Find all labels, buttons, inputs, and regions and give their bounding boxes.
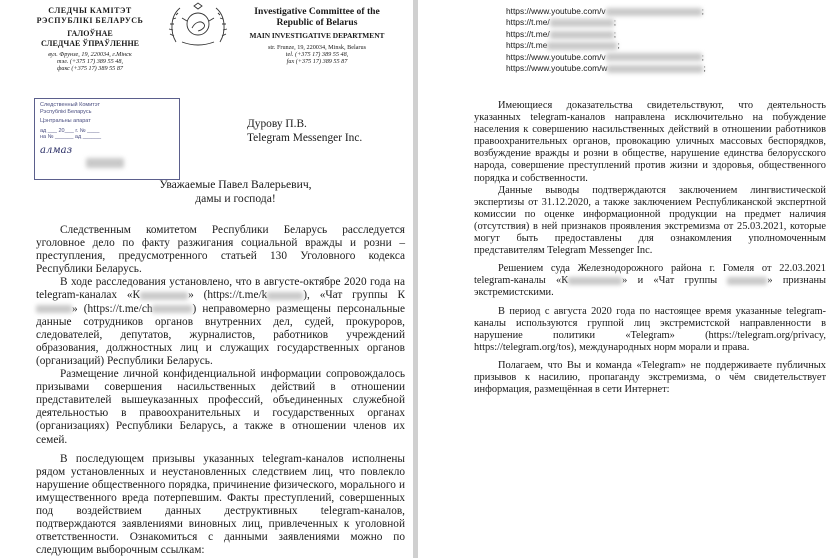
- redacted-channel-link: [267, 292, 303, 300]
- letter-page-right: [418, 0, 837, 558]
- link-prefix: https://www.youtube.com/w: [506, 63, 608, 74]
- redacted-channel-name: [140, 292, 188, 300]
- link-prefix: https://www.youtube.com/v: [506, 51, 606, 62]
- sender-header-by: [6, 6, 174, 72]
- link-end: ;: [701, 6, 704, 16]
- greeting-line-1: Уважаемые Павел Валерьевич,: [159, 178, 312, 191]
- recipient-name: Дурову П.В.: [247, 118, 307, 130]
- link-prefix: https://t.me/: [506, 17, 550, 28]
- paragraph-2: [36, 276, 405, 368]
- letter-body-right: [474, 100, 826, 396]
- paragraph-2-part-d: » (https://t.me/ch: [72, 302, 153, 315]
- link-prefix: https://t.me: [506, 40, 548, 51]
- link-end: ;: [701, 51, 704, 62]
- paragraph-1: Следственным комитетом Республики Беларусь расследуется уголовное дело по факту разжигания социальной вражды и розни – преступления, предусмотренного статьей 130 Уголовного кодекса Республики Беларусь.: [36, 224, 405, 276]
- link-item[interactable]: [506, 6, 806, 17]
- link-end: ;: [617, 40, 620, 51]
- link-prefix: https://t.me/: [506, 28, 550, 39]
- header-en-line-2: Republic of Belarus: [276, 17, 358, 28]
- header-by-line-3: ГАЛОЎНАЕ: [67, 29, 113, 38]
- redacted-link-part: [550, 28, 617, 39]
- address-by-line-2: тэл. (+375 17) 389 55 48,: [57, 58, 123, 65]
- redacted-link-part: [606, 8, 702, 16]
- paragraph-2-part-e: ) неправомерно размещены персональные данные сотрудников органов внутренних дел, судей, прокуроров, следователей, депутатов, журналистов, работников учреждений образования, должностных лиц и служащих государственных органов (организаций) Республики Беларусь.: [36, 302, 405, 367]
- paragraph-3: Размещение личной конфиденциальной информации сопровождалось призывами совершения насильственных действий в отношении представителей вышеуказанных профессий, объединенных служебной деятельностью в правоохранительных и государственных органах (организациях) Республики Беларусь, а также в отношении членов их семей.: [36, 368, 405, 446]
- address-en-line-3: fax (+375 17) 389 55 87: [286, 57, 348, 65]
- paragraph-6: Данные выводы подтверждаются заключением лингвистической экспертизы от 31.12.2020, а также заключением Республиканской экспертной комиссии по оценке информационной продукции на предмет наличия (отсутствия) в ней признаков проявления экстремизма от 25.03.2021, которые могут быть предоставлены для ознакомления уполномоченным представителям Telegram Messenger Inc.: [474, 184, 826, 257]
- paragraph-4: В последующем призывы указанных telegram-каналов исполнены рядом установленных и неустановленных следствием лиц, что повлекло нарушение общественного порядка, причинение физического, морального и имущественного вреда потерпевшим. Факты преступлений, совершенных под воздействием данных деструктивных telegram-каналов, подтверждаются заявлениями виновных лиц, привлеченных к уголовной ответственности. Ознакомиться с данными заявлениями можно по следующим выборочным ссылкам:: [36, 452, 405, 557]
- link-prefix: https://www.youtube.com/v: [506, 6, 606, 16]
- link-item[interactable]: [506, 52, 806, 63]
- paragraph-2-part-b: » (https://t.me/k: [188, 289, 268, 302]
- stamp-line-5: на № ______ ад ______: [40, 134, 102, 140]
- greeting-line-2: дамы и господа!: [195, 191, 276, 205]
- link-item[interactable]: [506, 63, 806, 74]
- header-by-line-1: СЛЕДЧЫ КАМІТЭТ: [48, 6, 132, 15]
- stamp-signature: алмаз: [40, 144, 73, 156]
- paragraph-7-part-b: » и «Чат группы: [622, 275, 718, 287]
- address-en-line-1: str. Frunze, 19, 220034, Minsk, Belarus: [268, 43, 366, 51]
- stamp-line-2: Рэспублікі Беларусь: [40, 108, 92, 115]
- link-item[interactable]: [506, 29, 806, 40]
- paragraph-5: Имеющиеся доказательства свидетельствуют, что деятельность указанных telegram-каналов направлена исключительно на побуждение населения к совершению насильственных действий в отношении работников правоохранительных органов, провокацию уличных массовых беспорядков, возбуждение вражды и розни в обществе, нарушение единства белорусского народа, совершение преступлений против жизни и здоровья, общественного порядка и собственности.: [474, 100, 826, 184]
- redacted-chat-link: [152, 305, 192, 313]
- letter-body-left: [36, 224, 405, 557]
- header-en-line-3: MAIN INVESTIGATIVE DEPARTMENT: [249, 31, 385, 40]
- paragraph-8: В период с августа 2020 года по настоящее время указанные telegram-каналы используются группой лиц экстремистской направленности в нарушение политики «Telegram» (https://telegram.org/privacy, https://telegram.org/tos), международных норм морали и права.: [474, 305, 826, 353]
- link-end: ;: [613, 17, 617, 28]
- header-by-line-4: СЛЕДЧАЕ ЎПРАЎЛЕННЕ: [40, 38, 140, 48]
- link-end: ;: [613, 28, 617, 39]
- stamp-line-4: ад ___ 20___ г. № ____: [40, 127, 100, 134]
- stamp-line-1: Следственный Комитэт: [40, 102, 100, 108]
- redacted-stamp-number: [86, 158, 124, 168]
- link-end: ;: [703, 63, 706, 74]
- recipient-company: Telegram Messenger Inc.: [247, 131, 363, 144]
- redacted-link-part: [550, 17, 617, 28]
- greeting: [0, 178, 413, 205]
- redacted-chat-name: [727, 277, 767, 285]
- header-by-line-2: РЭСПУБЛІКІ БЕЛАРУСЬ: [36, 15, 144, 25]
- address-en-line-2: tel. (+375 17) 389 55 48,: [285, 50, 349, 58]
- link-item[interactable]: [506, 17, 806, 28]
- recipient-block: [247, 118, 362, 145]
- letter-page-left: [0, 0, 413, 558]
- redacted-link-part: [606, 53, 702, 61]
- link-list: [506, 6, 806, 74]
- link-item[interactable]: [506, 40, 806, 51]
- address-by-line-1: вул. Фрунзе, 19, 220034, г.Мінск: [48, 51, 132, 58]
- state-emblem-icon: [166, 2, 230, 48]
- redacted-link-part: [607, 63, 706, 74]
- header-en-line-1: Investigative Committee of the: [254, 6, 380, 17]
- stamp-line-3: Цэнтральны апарат: [40, 118, 91, 124]
- redacted-channel-name: [568, 277, 622, 285]
- paragraph-9: Полагаем, что Вы и команда «Telegram» не поддерживаете публичных призывов к насилию, пропаганду экстремизма, о чём свидетельствует информация, размещённая в сети Интернет:: [474, 359, 826, 396]
- redacted-chat-name: [36, 305, 72, 313]
- address-by-line-3: факс (+375 17) 389 55 87: [56, 65, 124, 72]
- paragraph-2-part-a: В ходе расследования установлено, что в августе-октябре 2020 года на telegram-каналах «К: [36, 276, 405, 302]
- redacted-link-part: [547, 40, 620, 51]
- paragraph-7: [474, 263, 826, 299]
- sender-header-en: [222, 6, 412, 65]
- paragraph-7-part-a: Решением суда Железнодорожного района г. Гомеля от 22.03.2021 telegram-каналы «К: [474, 263, 826, 287]
- paragraph-7-part-c: » признаны экстремистскими.: [474, 275, 826, 299]
- paragraph-2-part-c: ), «Чат группы К: [303, 289, 405, 302]
